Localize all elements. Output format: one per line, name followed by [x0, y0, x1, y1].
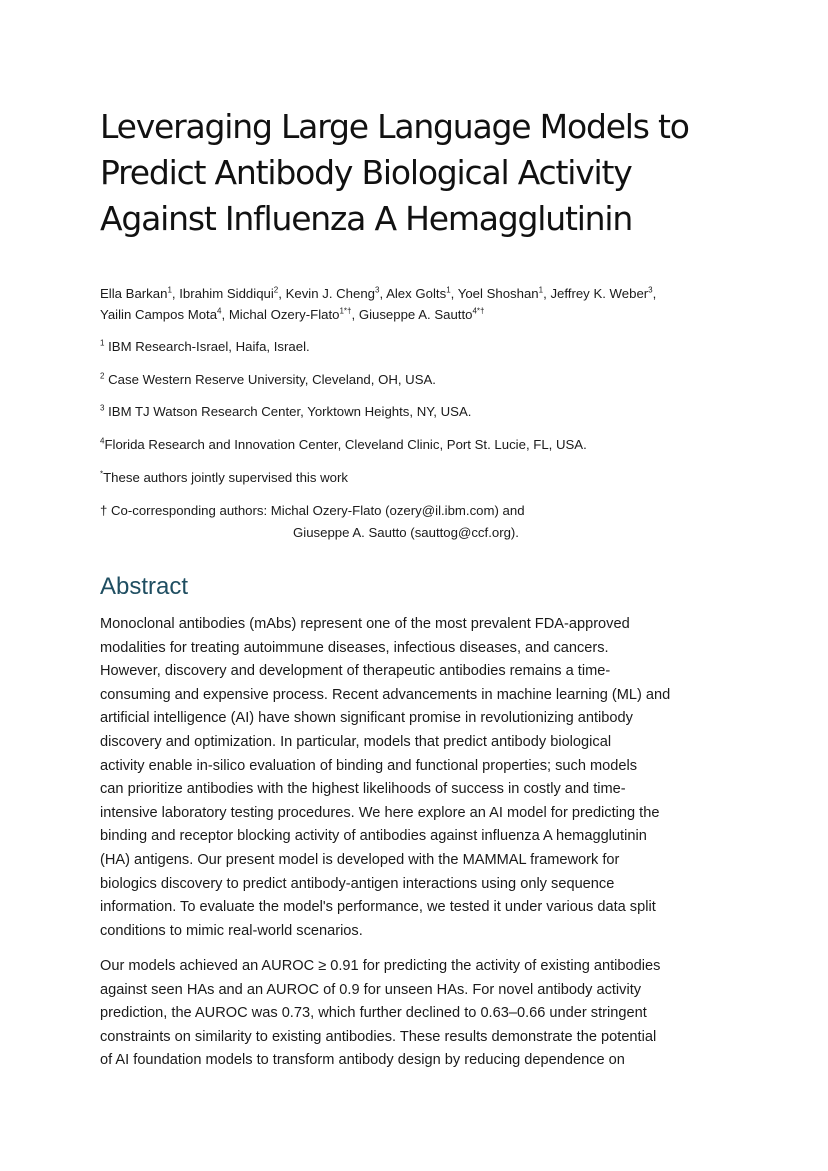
text-line: binding and receptor blocking activity of antibodies against influenza A hemagglutinin — [100, 828, 647, 845]
title-line: Predict Antibody Biological Activity — [100, 153, 632, 192]
affiliation-text: Florida Research and Innovation Center, Cleveland Clinic, Port St. Lucie, FL, USA. — [104, 437, 587, 452]
affiliation-4 — [100, 436, 587, 454]
text-line: artificial intelligence (AI) have shown significant promise in revolutionizing antibody — [100, 710, 633, 727]
author-name: Ibrahim Siddiqui — [179, 286, 274, 301]
text-line: Our models achieved an AUROC ≥ 0.91 for predicting the activity of existing antibodies — [100, 958, 661, 974]
author-name: Michal Ozery-Flato — [228, 307, 340, 322]
author-list — [100, 283, 740, 325]
author-affil-mark: 2 — [273, 285, 279, 295]
abstract-paragraph-1 — [100, 613, 740, 943]
text-line: modalities for treating autoimmune diseases, infectious diseases, and cancers. — [100, 639, 609, 656]
affiliation-text: These authors jointly supervised this work — [103, 470, 348, 485]
author-name: Yoel Shoshan — [457, 286, 539, 301]
affiliation-text: IBM TJ Watson Research Center, Yorktown Heights, NY, USA. — [104, 404, 472, 419]
text-line: can prioritize antibodies with the highest likelihoods of success in costly and time- — [100, 781, 626, 798]
author-name: Ella Barkan — [100, 286, 168, 301]
abstract-paragraph-2 — [100, 955, 740, 1073]
text-line: information. To evaluate the model's performance, we tested it under various data split — [100, 899, 656, 916]
author-line: Yailin Campos Mota$^4$, Michal Ozery-Flato$^{1*\dagger}$, Giuseppe A. Sautto$^{4*\dagger}$ — [100, 306, 485, 322]
author-line: Ella Barkan$^1$, Ibrahim Siddiqui$^2$, Kevin J. Cheng$^3$, Alex Golts$^1$, Yoel Shoshan$^1$, Jeffrey K. Weber$^3$, — [100, 285, 657, 301]
affiliation-mark: 4 — [100, 436, 105, 446]
author-name: Kevin J. Cheng — [285, 286, 376, 301]
author-affil-mark: 3 — [375, 285, 380, 295]
text-line: intensive laboratory testing procedures. We here explore an AI model for predicting the — [100, 804, 660, 821]
corresponding-authors-continued: Giuseppe A. Sautto (sauttog@ccf.org). — [293, 525, 519, 540]
author-affil-mark: 3 — [648, 285, 653, 295]
author-name: Jeffrey K. Weber — [550, 286, 649, 301]
text-line: activity enable in-silico evaluation of binding and functional properties; such models — [100, 757, 638, 774]
text-line: of AI foundation models to transform antibody design by reducing dependence on — [100, 1052, 625, 1069]
affiliation-2 — [100, 371, 436, 389]
text-line: discovery and optimization. In particular, models that predict antibody biological — [100, 733, 612, 750]
text-line: (HA) antigens. Our present model is developed with the MAMMAL framework for — [100, 851, 620, 868]
text-line: biologics discovery to predict antibody-antigen interactions using only sequence — [100, 875, 615, 892]
affiliation-3 — [100, 403, 471, 421]
text-line: However, discovery and development of therapeutic antibodies remains a time- — [100, 663, 611, 680]
text-line: conditions to mimic real-world scenarios. — [100, 922, 363, 939]
text-line: Monoclonal antibodies (mAbs) represent one of the most prevalent FDA-approved — [100, 616, 630, 632]
affiliation-mark: * — [100, 469, 104, 479]
text-line: prediction, the AUROC was 0.73, which further declined to 0.63–0.66 under stringent — [100, 1005, 647, 1022]
author-affil-mark: 4 — [217, 306, 222, 316]
author-name: Giuseppe A. Sautto — [358, 307, 473, 322]
affiliation-mark: 3 — [100, 403, 105, 413]
author-affil-mark: 1*† — [339, 306, 352, 316]
corresponding-authors: † Co-corresponding authors: Michal Ozery-Flato (ozery@il.ibm.com) and — [100, 503, 525, 518]
title-line: Against Influenza A Hemagglutinin — [100, 199, 633, 238]
author-name: Yailin Campos Mota — [100, 307, 218, 322]
affiliation-1 — [100, 338, 310, 356]
affiliation-text: IBM Research-Israel, Haifa, Israel. — [104, 339, 310, 354]
author-affil-mark: 4*† — [472, 306, 485, 316]
author-affil-mark: 1 — [538, 285, 544, 295]
joint-supervision-note — [100, 469, 348, 487]
title-line: Leveraging Large Language Models to — [100, 107, 689, 146]
abstract-heading: Abstract — [100, 573, 189, 600]
affiliation-mark: 2 — [100, 371, 105, 381]
paper-title — [100, 104, 740, 242]
affiliation-mark: 1 — [100, 338, 105, 348]
author-affil-mark: 1 — [446, 285, 451, 295]
text-line: constraints on similarity to existing antibodies. These results demonstrate the potential — [100, 1028, 657, 1045]
author-name: Alex Golts — [386, 286, 447, 301]
text-line: consuming and expensive process. Recent advancements in machine learning (ML) and — [100, 686, 671, 703]
affiliation-text: Case Western Reserve University, Cleveland, OH, USA. — [104, 372, 436, 387]
text-line: against seen HAs and an AUROC of 0.9 for unseen HAs. For novel antibody activity — [100, 981, 642, 998]
author-affil-mark: 1 — [167, 285, 172, 295]
